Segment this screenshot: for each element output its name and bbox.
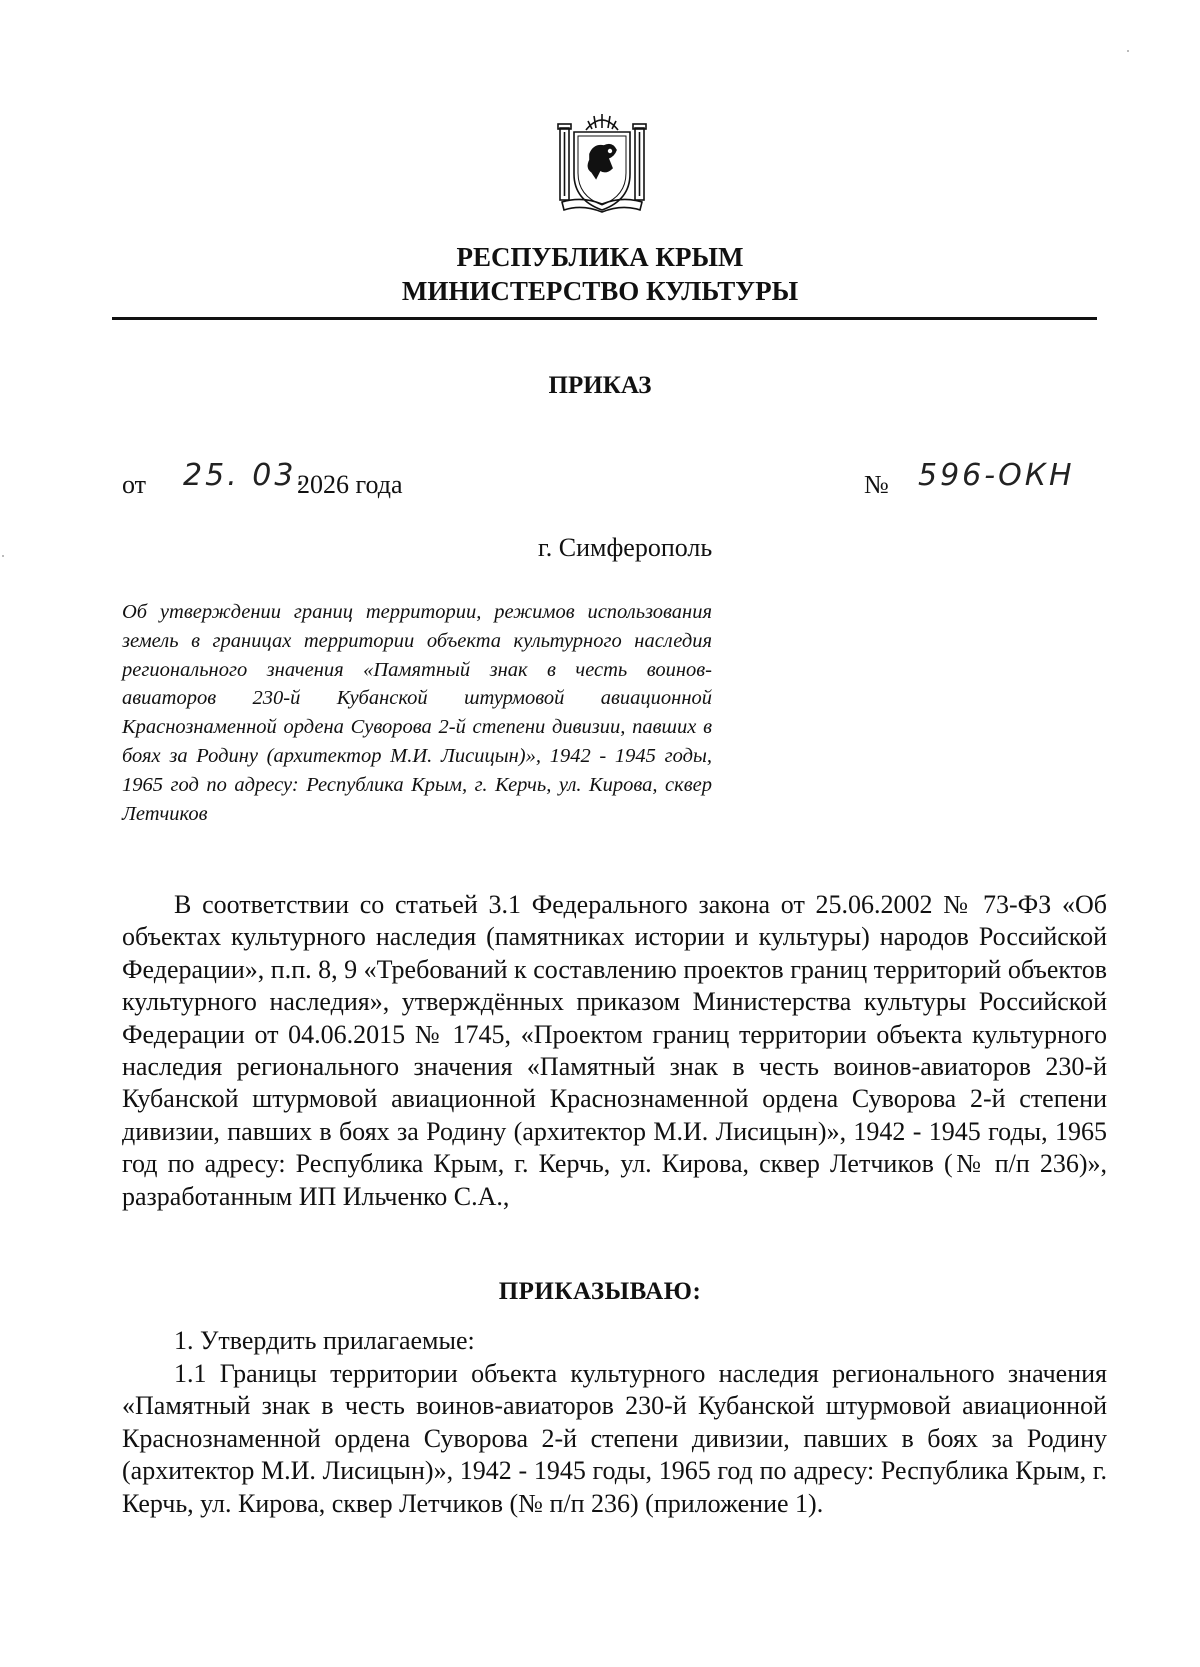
coat-of-arms-icon (556, 108, 648, 216)
subject-heading: Об утверждении границ территории, режимов использования земель в границах территории объекта культурного наследия регионального значения «Памятный знак в честь воинов-авиаторов 230-й Кубанской штурмовой авиационной Краснознаменной ордена Суворова 2-й степени дивизии, павших в боях за Родину (архитектор М.И. Лисицын)», 1942 - 1945 годы, 1965 год по адресу: Республика Крым, г. Керчь, ул. Кирова, сквер Летчиков (122, 601, 712, 825)
ministry-title: МИНИСТЕРСТВО КУЛЬТУРЫ (401, 276, 799, 306)
order-word: ПРИКАЗЫВАЮ: (498, 1278, 702, 1305)
scan-speck (1127, 50, 1129, 52)
list-item: 1. Утвердить прилагаемые: (174, 1326, 475, 1355)
date-handwritten: 25. 03. (183, 458, 309, 493)
number-handwritten: 596-ОКН (918, 458, 1075, 493)
scan-speck (2, 555, 4, 557)
date-prefix: от (122, 470, 147, 499)
number-prefix: № (864, 470, 889, 499)
city: г. Симферополь (538, 533, 713, 562)
region-title: РЕСПУБЛИКА КРЫМ (456, 242, 744, 272)
header-divider (112, 317, 1097, 320)
list-item: 1.1 Границы территории объекта культурного наследия регионального значения «Памятный знак в честь воинов-авиаторов 230-й Кубанской штурмовой авиационной Краснознаменной ордена Суворова 2-й степени дивизии, павших в боях за Родину (архитектор М.И. Лисицын)», 1942 - 1945 годы, 1965 год по адресу: Республика Крым, г. Керчь, ул. Кирова, сквер Летчиков (№ п/п 236) (приложение 1). (122, 1359, 1107, 1518)
date-year: 2026 года (297, 470, 403, 499)
document-type: ПРИКАЗ (548, 372, 652, 399)
preamble-paragraph: В соответствии со статьей 3.1 Федерального закона от 25.06.2002 № 73-ФЗ «Об объектах культурного наследия (памятниках истории и культуры) народов Российской Федерации», п.п. 8, 9 «Требований к составлению проектов границ территорий объектов культурного наследия», утверждённых приказом Министерства культуры Российской Федерации от 04.06.2015 № 1745, «Проектом границ территории объекта культурного наследия регионального значения «Памятный знак в честь воинов-авиаторов 230-й Кубанской штурмовой авиационной Краснознаменной ордена Суворова 2-й степени дивизии, павших в боях за Родину (архитектор М.И. Лисицын)», 1942 - 1945 годы, 1965 год по адресу: Республика Крым, г. Керчь, ул. Кирова, сквер Летчиков (№ п/п 236)», разработанным ИП Ильченко С.А., (122, 890, 1107, 1211)
